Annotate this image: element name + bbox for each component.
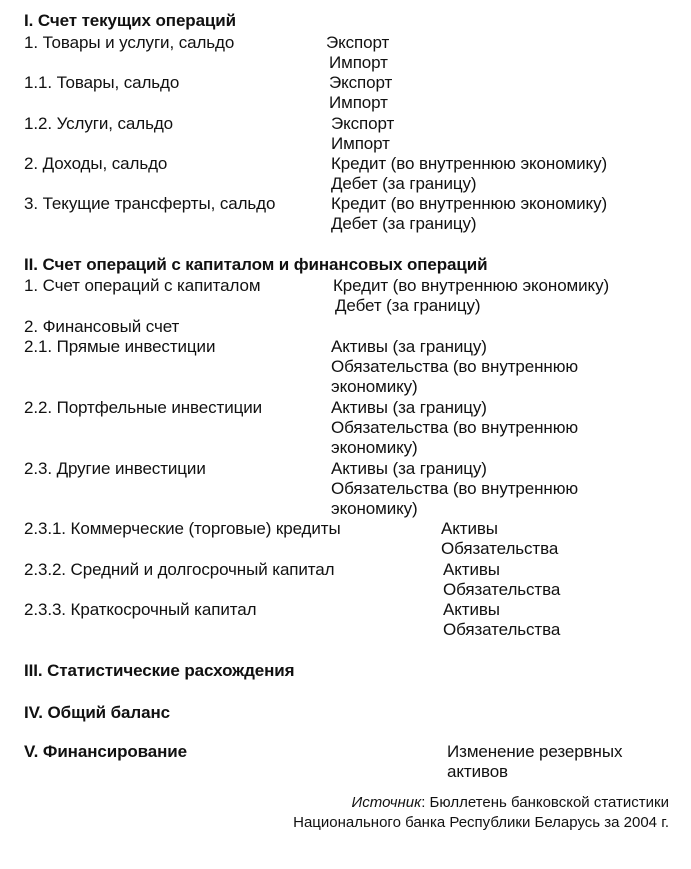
row-value: Активы xyxy=(443,600,500,619)
section-1-heading: I. Счет текущих операций xyxy=(24,11,236,30)
row-label: 1. Товары и услуги, сальдо xyxy=(24,33,235,52)
row-label: 1. Счет операций с капиталом xyxy=(24,276,261,295)
row-value: Активы (за границу) xyxy=(331,337,487,356)
row-value: Кредит (во внутреннюю экономику) xyxy=(331,194,608,213)
row-value: Обязательства xyxy=(443,620,561,639)
section-2-heading: II. Счет операций с капиталом и финансовых операций xyxy=(24,255,488,274)
row-value: Дебет (за границу) xyxy=(331,214,477,233)
row-value: Экспорт xyxy=(326,33,390,52)
row-label: 2. Доходы, сальдо xyxy=(24,154,168,173)
row-value: Активы (за границу) xyxy=(331,398,487,417)
row-value: Активы xyxy=(443,560,500,579)
source-line-1-text: : Бюллетень банковской статистики xyxy=(421,794,669,811)
row-value: Обязательства (во внутреннюю xyxy=(331,357,579,376)
row-label: 2. Финансовый счет xyxy=(24,317,180,336)
row-value: Экспорт xyxy=(329,73,393,92)
source-line-2: Национального банка Республики Беларусь за 2004 г. xyxy=(293,814,669,831)
row-value: Активы (за границу) xyxy=(331,459,487,478)
row-value: Импорт xyxy=(329,93,388,112)
row-label: 2.3.1. Коммерческие (торговые) кредиты xyxy=(24,519,341,538)
row-value: Обязательства xyxy=(441,539,559,558)
row-label: 2.3. Другие инвестиции xyxy=(24,459,206,478)
row-label: 1.1. Товары, сальдо xyxy=(24,73,180,92)
row-label: 2.3.2. Средний и долгосрочный капитал xyxy=(24,560,335,579)
row-label: 3. Текущие трансферты, сальдо xyxy=(24,194,276,213)
row-label: 1.2. Услуги, сальдо xyxy=(24,114,174,133)
row-value: Изменение резервных xyxy=(447,742,623,761)
section-3-heading: III. Статистические расхождения xyxy=(24,661,295,680)
row-value: Обязательства xyxy=(443,580,561,599)
row-value: Кредит (во внутреннюю экономику) xyxy=(331,154,608,173)
row-value: Импорт xyxy=(329,53,388,72)
section-4-heading: IV. Общий баланс xyxy=(24,703,170,722)
row-value: Дебет (за границу) xyxy=(331,174,477,193)
row-value: Импорт xyxy=(331,134,390,153)
row-label: 2.2. Портфельные инвестиции xyxy=(24,398,263,417)
row-value: Экспорт xyxy=(331,114,395,133)
row-value: Обязательства (во внутреннюю xyxy=(331,418,579,437)
row-value: Обязательства (во внутреннюю xyxy=(331,479,579,498)
section-5-heading: V. Финансирование xyxy=(24,742,188,761)
row-value: Активы xyxy=(441,519,498,538)
row-label: 2.3.3. Краткосрочный капитал xyxy=(24,600,257,619)
row-value: Дебет (за границу) xyxy=(335,296,481,315)
source-label: Источник xyxy=(351,794,422,811)
row-value: активов xyxy=(447,762,508,781)
row-value: Кредит (во внутреннюю экономику) xyxy=(333,276,610,295)
row-value: экономику) xyxy=(331,438,418,457)
source-line-1 xyxy=(352,793,669,813)
row-value: экономику) xyxy=(331,377,418,396)
row-label: 2.1. Прямые инвестиции xyxy=(24,337,216,356)
row-value: экономику) xyxy=(331,499,418,518)
